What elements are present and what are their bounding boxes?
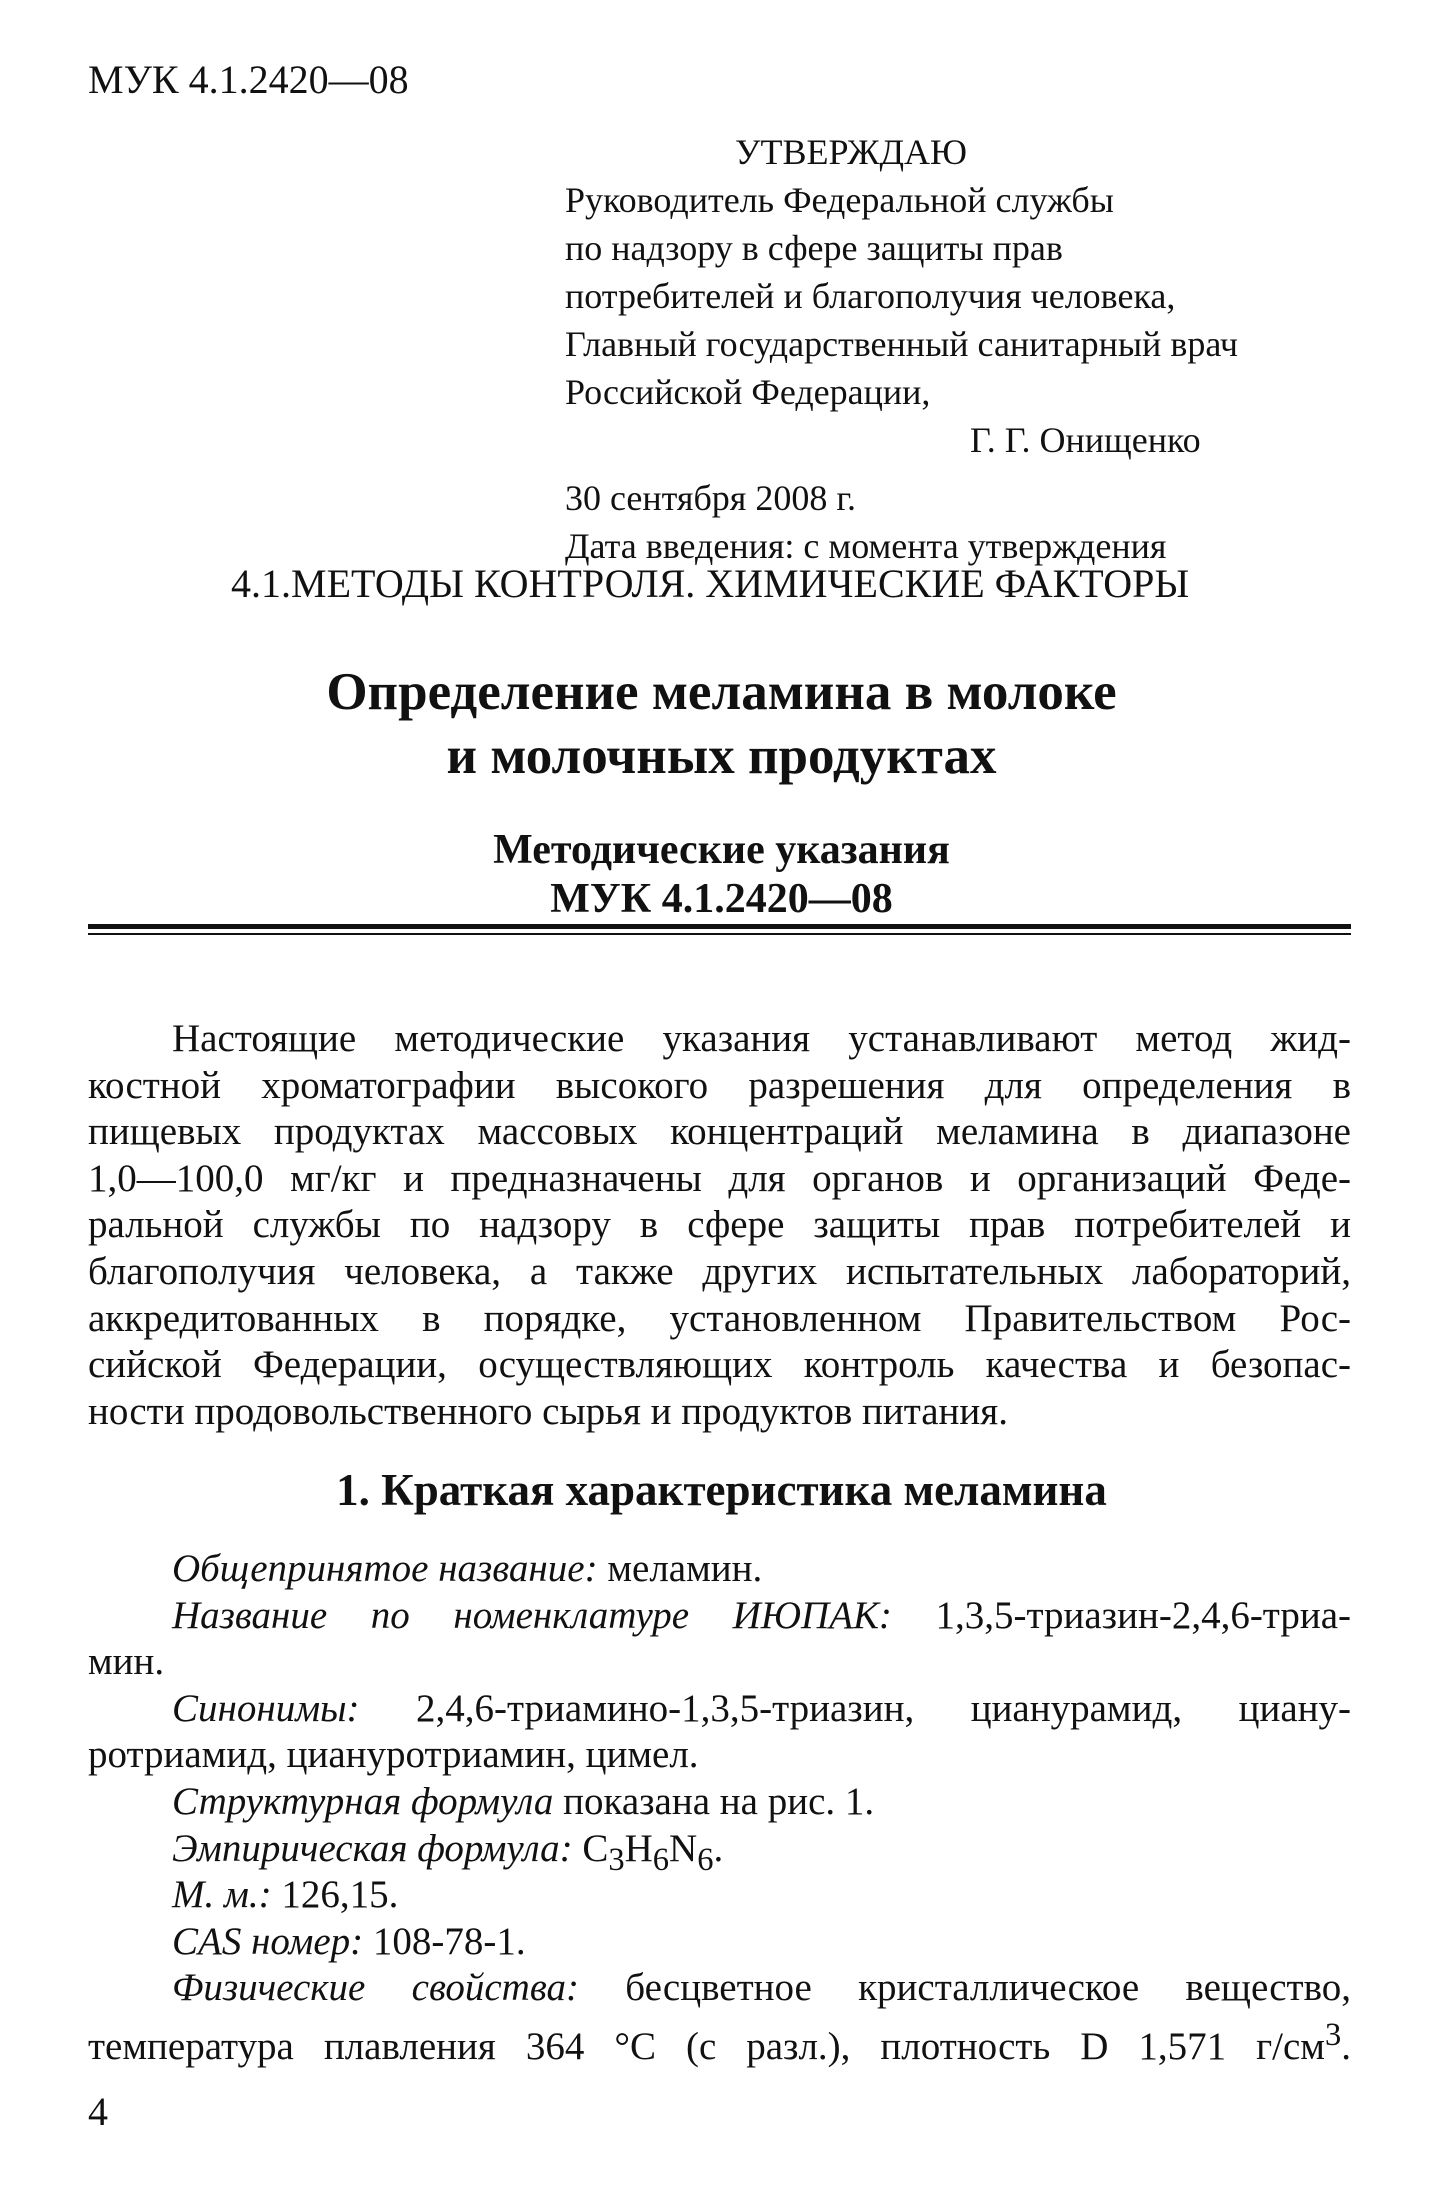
document-code: МУК 4.1.2420—08	[88, 57, 409, 102]
property-structural-formula	[88, 1779, 1351, 1826]
subtitle-line: МУК 4.1.2420—08	[550, 876, 893, 922]
paragraph-line: благополучия человека, а также других испытательных лабораторий,	[88, 1249, 1351, 1293]
section-heading: 1. Краткая характеристика меламина	[336, 1465, 1107, 1515]
property-synonyms	[88, 1686, 1351, 1733]
property-label: Эмпирическая формула:	[172, 1826, 573, 1870]
formula-end: .	[1341, 2024, 1351, 2068]
paragraph-line: аккредитованных в порядке, установленном Правительством Рос-	[88, 1296, 1351, 1340]
formula-subscript: 6	[652, 1841, 670, 1878]
property-value: 2,4,6-триамино-1,3,5-триазин, цианурамид, циану-	[359, 1686, 1351, 1730]
melamine-properties	[88, 1546, 1351, 2068]
property-cas-number	[88, 1919, 1351, 1966]
property-value: меламин.	[597, 1547, 763, 1590]
approval-line: Российской Федерации,	[565, 372, 931, 412]
approval-line: по надзору в сфере защиты прав	[565, 228, 1063, 268]
formula-element: N	[669, 1826, 698, 1870]
property-label: Синонимы:	[172, 1686, 360, 1730]
paragraph-line: ральной службы по надзору в сфере защиты прав потребителей и	[88, 1203, 1351, 1247]
property-physical	[88, 1965, 1351, 2012]
divider-thin	[88, 933, 1351, 935]
paragraph-line: 1,0—100,0 мг/кг и предназначены для органов и организаций Феде-	[88, 1156, 1351, 1200]
property-label: Название по номенклатуре ИЮПАК:	[172, 1593, 892, 1637]
property-value: бесцветное кристаллическое вещество,	[579, 1966, 1351, 2010]
main-title-line: Определение меламина в молоке	[326, 663, 1117, 721]
approval-signer: Г. Г. Онищенко	[970, 420, 1201, 460]
intro-paragraph	[88, 1016, 1351, 1435]
approval-date: 30 сентября 2008 г.	[565, 478, 857, 518]
property-value: 108-78-1.	[363, 1919, 526, 1963]
main-title-line: и молочных продуктах	[446, 727, 997, 785]
subtitle	[0, 826, 1443, 924]
property-label: М. м.:	[172, 1873, 272, 1917]
introduction-date: Дата введения: с момента утверждения	[565, 526, 1167, 566]
approval-line: Руководитель Федеральной службы	[565, 180, 1114, 220]
approval-line: потребителей и благополучия человека,	[565, 276, 1176, 316]
unit-superscript: 3	[1325, 2016, 1342, 2053]
approval-block	[565, 128, 1238, 570]
paragraph-line: Настоящие методические указания устанавливают метод жид-	[172, 1017, 1351, 1060]
property-molar-mass	[88, 1872, 1351, 1919]
formula-end: .	[713, 1826, 724, 1870]
formula-element: C	[572, 1826, 609, 1870]
property-continuation	[88, 2012, 1351, 2068]
property-continuation: мин.	[88, 1640, 165, 1684]
property-continuation: ротриамид, циануротриамин, цимел.	[88, 1733, 699, 1777]
section-title: 4.1.МЕТОДЫ КОНТРОЛЯ. ХИМИЧЕСКИЕ ФАКТОРЫ	[231, 561, 1190, 606]
property-common-name	[88, 1546, 1351, 1593]
property-label: Структурная формула	[172, 1779, 554, 1823]
subtitle-line: Методические указания	[493, 827, 950, 873]
divider-thick	[88, 924, 1351, 929]
formula-subscript: 3	[608, 1841, 625, 1878]
property-label: Физические свойства:	[172, 1966, 579, 2010]
paragraph-line: ности продовольственного сырья и продуктов питания.	[88, 1389, 1008, 1433]
paragraph-line: костной хроматографии высокого разрешения для определения в	[88, 1063, 1351, 1107]
paragraph-line: пищевых продуктах массовых концентраций меламина в диапазоне	[88, 1110, 1351, 1154]
formula-subscript: 6	[697, 1841, 714, 1878]
paragraph-line: сийской Федерации, осуществляющих контроль качества и безопас-	[88, 1343, 1351, 1387]
property-empirical-formula	[88, 1826, 1351, 1878]
page-number: 4	[88, 2089, 108, 2134]
property-label: Общепринятое название:	[172, 1547, 598, 1590]
approval-title: УТВЕРЖДАЮ	[735, 132, 968, 172]
formula-element: H	[624, 1826, 653, 1870]
property-value: 1,3,5-триазин-2,4,6-триа-	[891, 1593, 1351, 1637]
approval-line: Главный государственный санитарный врач	[565, 324, 1238, 364]
property-value: 126,15.	[271, 1873, 399, 1917]
main-title	[0, 660, 1443, 788]
property-value: температура плавления 364 °С (с разл.), плотность D 1,571 г/см	[88, 2024, 1325, 2068]
property-label: CAS номер:	[172, 1919, 364, 1963]
property-iupac	[88, 1593, 1351, 1640]
property-value: показана на рис. 1.	[553, 1779, 875, 1823]
